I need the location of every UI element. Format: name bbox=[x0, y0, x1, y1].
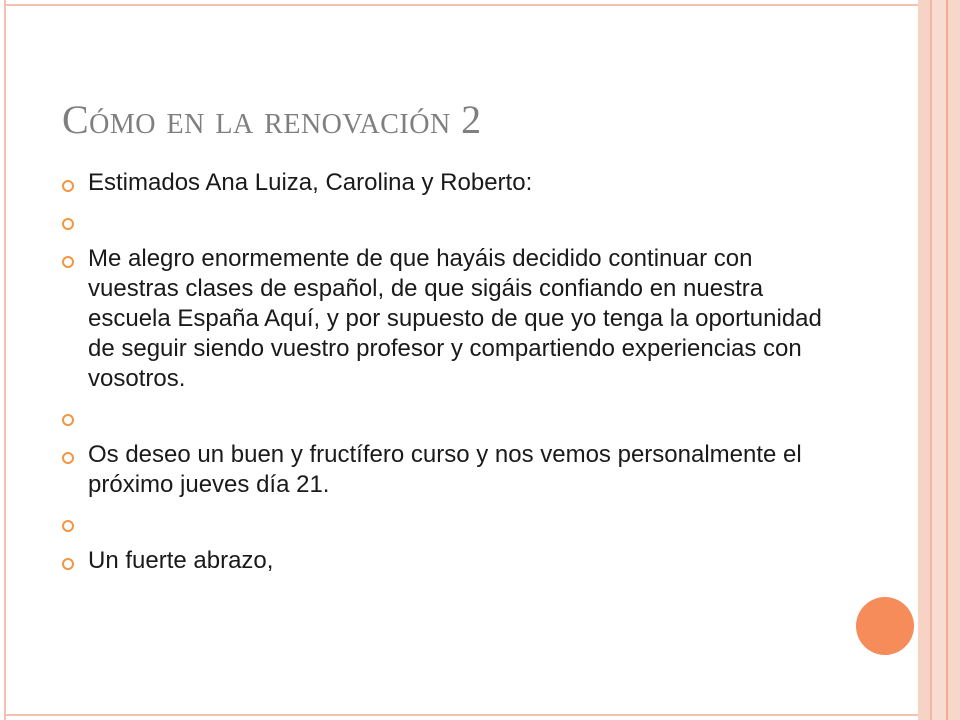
decorative-stripe bbox=[948, 0, 960, 720]
accent-circle-decoration bbox=[856, 597, 914, 655]
bullet-item-greeting bbox=[62, 168, 822, 198]
bullet-item-message bbox=[62, 244, 822, 394]
frame-bottom-line bbox=[4, 714, 920, 716]
bullet-marker-icon bbox=[62, 452, 74, 464]
bullet-item-empty bbox=[62, 508, 822, 538]
bullet-text: Estimados Ana Luiza, Carolina y Roberto: bbox=[88, 169, 533, 196]
bullet-marker-icon bbox=[62, 520, 74, 532]
frame-top-line bbox=[4, 4, 920, 6]
decorative-stripe bbox=[932, 0, 946, 720]
bullet-item-closing bbox=[62, 546, 822, 576]
bullet-item-empty bbox=[62, 402, 822, 432]
bullet-marker-icon bbox=[62, 256, 74, 268]
slide-title: Cómo en la renovación 2 bbox=[62, 97, 482, 142]
bullet-list bbox=[62, 168, 822, 576]
bullet-item-wishes bbox=[62, 440, 822, 500]
bullet-text: Me alegro enormemente de que hayáis decidido continuar con vuestras clases de español, de que sigáis confiando en nuestra escuela España Aquí, y por supuesto de que yo tenga la oportunidad de seguir siendo vuestro profesor y compartiendo experiencias con vosotros. bbox=[88, 245, 822, 392]
bullet-marker-icon bbox=[62, 180, 74, 192]
bullet-text: Os deseo un buen y fructífero curso y nos vemos personalmente el próximo jueves día 21. bbox=[88, 441, 802, 498]
bullet-marker-icon bbox=[62, 414, 74, 426]
frame-left-line bbox=[4, 0, 6, 720]
bullet-marker-icon bbox=[62, 558, 74, 570]
bullet-marker-icon bbox=[62, 218, 74, 230]
bullet-text: Un fuerte abrazo, bbox=[88, 547, 274, 574]
bullet-item-empty bbox=[62, 206, 822, 236]
decorative-stripe bbox=[918, 0, 930, 720]
